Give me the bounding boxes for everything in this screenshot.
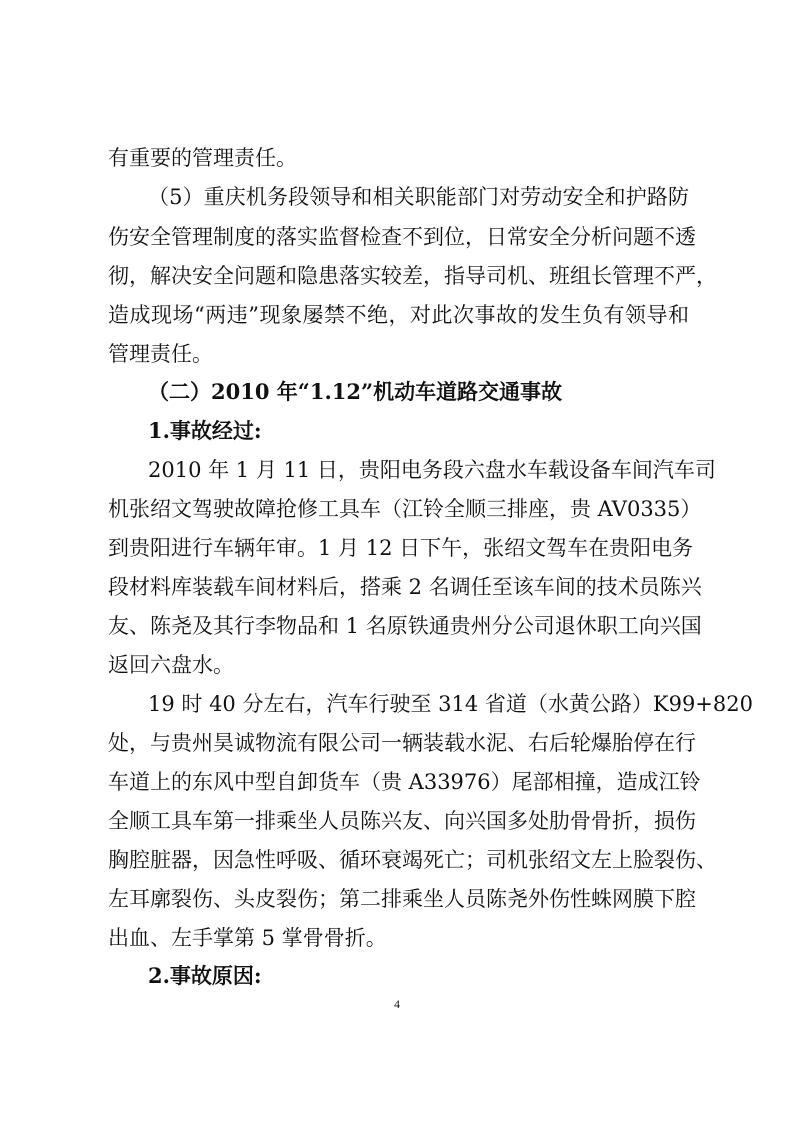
accident-detail-text: 胸腔脏器，因急性呼吸、循环衰竭死亡；司机张绍文左上脸裂伤、 bbox=[108, 848, 717, 872]
body-text-line bbox=[0, 140, 794, 176]
accident-detail-line bbox=[0, 725, 794, 761]
accident-detail-line bbox=[0, 803, 794, 839]
accident-detail-line bbox=[0, 764, 794, 800]
list-item-5-text: 彻，解决安全问题和隐患落实较差，指导司机、班组长管理不严， bbox=[108, 264, 717, 288]
accident-detail-text: 出血、左手掌第 5 掌骨骨折。 bbox=[108, 926, 387, 950]
accident-process-text: 友、陈尧及其行李物品和 1 名原铁通贵州分公司退休职工向兴国 bbox=[108, 614, 702, 638]
list-item-5-line bbox=[0, 258, 794, 294]
subheading-accident-cause-text: 2.事故原因: bbox=[148, 963, 262, 988]
accident-detail-text: 全顺工具车第一排乘坐人员陈兴友、向兴国多处肋骨骨折，损伤 bbox=[108, 809, 696, 833]
list-item-5-text: 伤安全管理制度的落实监督检查不到位，日常安全分析问题不透 bbox=[108, 225, 696, 249]
section-heading bbox=[0, 374, 794, 410]
list-item-5-text: （5）重庆机务段领导和相关职能部门对劳动安全和护路防 bbox=[148, 185, 689, 209]
accident-process-line bbox=[0, 569, 794, 605]
accident-process-line bbox=[0, 608, 794, 644]
list-item-5-line bbox=[0, 336, 794, 372]
accident-process-line bbox=[0, 452, 794, 488]
list-item-5-line bbox=[0, 297, 794, 333]
accident-detail-line bbox=[0, 881, 794, 917]
accident-process-text: 机张绍文驾驶故障抢修工具车（江铃全顺三排座，贵 AV0335） bbox=[108, 497, 702, 521]
accident-process-line bbox=[0, 491, 794, 527]
accident-detail-line bbox=[0, 686, 794, 722]
accident-detail-text: 左耳廓裂伤、头皮裂伤；第二排乘坐人员陈尧外伤性蛛网膜下腔 bbox=[108, 887, 696, 911]
accident-process-text: 段材料库装载车间材料后，搭乘 2 名调任至该车间的技术员陈兴 bbox=[108, 575, 702, 599]
subheading-accident-cause bbox=[0, 958, 794, 994]
body-text: 有重要的管理责任。 bbox=[108, 146, 297, 170]
accident-process-line bbox=[0, 647, 794, 683]
accident-detail-line bbox=[0, 842, 794, 878]
subheading-accident-process-text: 1.事故经过: bbox=[148, 418, 262, 443]
accident-process-text: 返回六盘水。 bbox=[108, 653, 234, 677]
list-item-5-line bbox=[0, 219, 794, 255]
accident-detail-text: 处，与贵州昊诚物流有限公司一辆装载水泥、右后轮爆胎停在行 bbox=[108, 731, 696, 755]
section-heading-text: （二）2010 年“1.12”机动车道路交通事故 bbox=[148, 379, 563, 404]
accident-process-line bbox=[0, 530, 794, 566]
page-number: 4 bbox=[394, 997, 400, 1011]
accident-detail-text: 19 时 40 分左右，汽车行驶至 314 省道（水黄公路）K99+820 bbox=[148, 692, 753, 716]
list-item-5-line bbox=[0, 179, 794, 215]
accident-process-text: 到贵阳进行车辆年审。1 月 12 日下午，张绍文驾车在贵阳电务 bbox=[108, 536, 694, 560]
accident-detail-text: 车道上的东风中型自卸货车（贵 A33976）尾部相撞，造成江铃 bbox=[108, 770, 701, 794]
subheading-accident-process bbox=[0, 413, 794, 449]
list-item-5-text: 造成现场“两违”现象屡禁不绝，对此次事故的发生负有领导和 bbox=[108, 303, 689, 327]
list-item-5-text: 管理责任。 bbox=[108, 342, 213, 366]
accident-process-text: 2010 年 1 月 11 日，贵阳电务段六盘水车载设备车间汽车司 bbox=[148, 458, 716, 482]
accident-detail-line bbox=[0, 920, 794, 956]
